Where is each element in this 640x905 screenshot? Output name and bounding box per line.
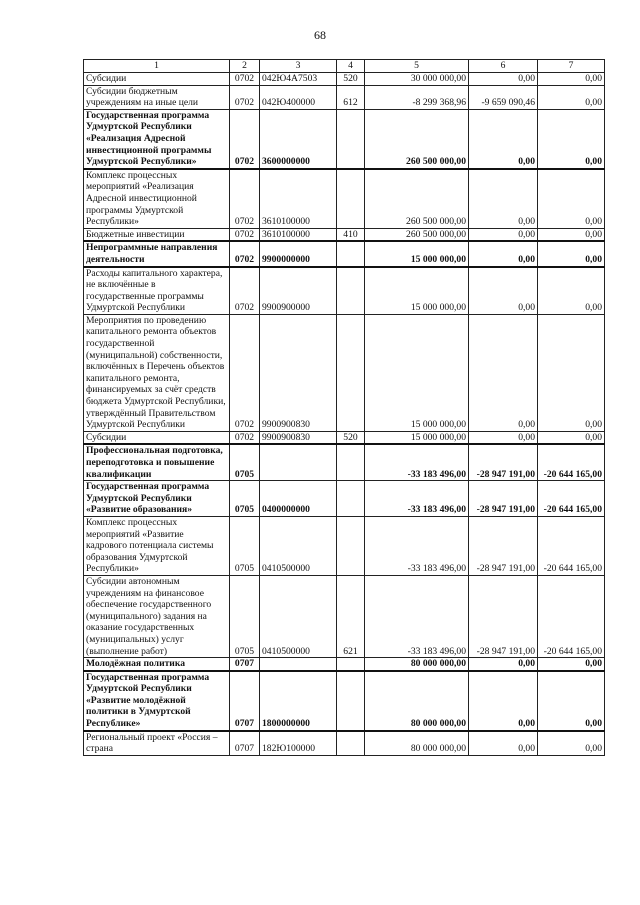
- budget-table: [83, 59, 605, 756]
- table-row: [84, 481, 605, 517]
- section-code-cell: 0702: [230, 109, 260, 168]
- expense-type-cell: 520: [337, 73, 365, 86]
- table-row: [84, 85, 605, 109]
- expense-type-cell: [337, 481, 365, 517]
- expense-type-cell: [337, 267, 365, 315]
- table-header-row: [84, 60, 605, 73]
- row-name-cell: Непрограммные направления деятельности: [84, 241, 230, 266]
- amount-cell: 0,00: [469, 431, 538, 444]
- section-code-cell: 0705: [230, 481, 260, 517]
- row-name-cell: Профессиональная подготовка, переподготовка и повышение квалификации: [84, 444, 230, 480]
- amount-cell: 0,00: [538, 431, 605, 444]
- target-article-cell: [260, 444, 337, 480]
- amount-cell: 0,00: [469, 109, 538, 168]
- amount-cell: -33 183 496,00: [365, 516, 469, 575]
- table-row: [84, 109, 605, 168]
- target-article-cell: 3610100000: [260, 228, 337, 241]
- amount-cell: 0,00: [469, 658, 538, 671]
- table-row: [84, 228, 605, 241]
- table-row: [84, 314, 605, 431]
- section-code-cell: 0702: [230, 241, 260, 266]
- target-article-cell: 1800000000: [260, 671, 337, 731]
- column-header: 3: [260, 60, 337, 73]
- table-row: [84, 431, 605, 444]
- section-code-cell: 0707: [230, 671, 260, 731]
- table-row: [84, 169, 605, 228]
- expense-type-cell: [337, 671, 365, 731]
- amount-cell: 0,00: [538, 671, 605, 731]
- table-row: [84, 241, 605, 266]
- column-header: 6: [469, 60, 538, 73]
- table-row: [84, 73, 605, 86]
- amount-cell: 15 000 000,00: [365, 314, 469, 431]
- amount-cell: -9 659 090,46: [469, 85, 538, 109]
- target-article-cell: 182Ю100000: [260, 731, 337, 756]
- amount-cell: 30 000 000,00: [365, 73, 469, 86]
- amount-cell: 80 000 000,00: [365, 658, 469, 671]
- table-row: [84, 575, 605, 657]
- row-name-cell: Субсидии: [84, 431, 230, 444]
- section-code-cell: 0705: [230, 516, 260, 575]
- amount-cell: 0,00: [538, 169, 605, 228]
- amount-cell: 0,00: [469, 169, 538, 228]
- section-code-cell: 0702: [230, 314, 260, 431]
- expense-type-cell: 621: [337, 575, 365, 657]
- amount-cell: 80 000 000,00: [365, 731, 469, 756]
- table-row: [84, 516, 605, 575]
- amount-cell: -20 644 165,00: [538, 481, 605, 517]
- amount-cell: -28 947 191,00: [469, 481, 538, 517]
- table-row: [84, 444, 605, 480]
- amount-cell: 0,00: [469, 731, 538, 756]
- target-article-cell: 9900900830: [260, 314, 337, 431]
- page-number: 68: [314, 28, 326, 42]
- amount-cell: 0,00: [538, 85, 605, 109]
- amount-cell: 260 500 000,00: [365, 109, 469, 168]
- table-row: [84, 267, 605, 315]
- amount-cell: 0,00: [538, 109, 605, 168]
- row-name-cell: Государственная программа Удмуртской Республики «Развитие образования»: [84, 481, 230, 517]
- column-header: 2: [230, 60, 260, 73]
- target-article-cell: 0400000000: [260, 481, 337, 517]
- row-name-cell: Комплекс процессных мероприятий «Реализация Адресной инвестиционной программы Удмуртской Республики»: [84, 169, 230, 228]
- column-header: 5: [365, 60, 469, 73]
- amount-cell: 260 500 000,00: [365, 228, 469, 241]
- amount-cell: 0,00: [538, 731, 605, 756]
- target-article-cell: 9900000000: [260, 241, 337, 266]
- section-code-cell: 0702: [230, 73, 260, 86]
- section-code-cell: 0702: [230, 169, 260, 228]
- target-article-cell: 3600000000: [260, 109, 337, 168]
- target-article-cell: 0410500000: [260, 575, 337, 657]
- expense-type-cell: 410: [337, 228, 365, 241]
- expense-type-cell: [337, 731, 365, 756]
- section-code-cell: 0702: [230, 85, 260, 109]
- amount-cell: 0,00: [538, 314, 605, 431]
- row-name-cell: Расходы капитального характера, не включённые в государственные программы Удмуртской Республики: [84, 267, 230, 315]
- amount-cell: -33 183 496,00: [365, 444, 469, 480]
- section-code-cell: 0705: [230, 444, 260, 480]
- amount-cell: 0,00: [538, 658, 605, 671]
- column-header: 1: [84, 60, 230, 73]
- column-header: 7: [538, 60, 605, 73]
- row-name-cell: Субсидии: [84, 73, 230, 86]
- table-row: [84, 731, 605, 756]
- amount-cell: 0,00: [538, 267, 605, 315]
- section-code-cell: 0702: [230, 228, 260, 241]
- row-name-cell: Субсидии бюджетным учреждениям на иные цели: [84, 85, 230, 109]
- expense-type-cell: 520: [337, 431, 365, 444]
- target-article-cell: 9900900830: [260, 431, 337, 444]
- target-article-cell: 9900900000: [260, 267, 337, 315]
- expense-type-cell: [337, 241, 365, 266]
- row-name-cell: Субсидии автономным учреждениям на финансовое обеспечение государственного (муниципального) задания на оказание государственных (муниципальных) услуг (выполнение работ): [84, 575, 230, 657]
- section-code-cell: 0705: [230, 575, 260, 657]
- amount-cell: -33 183 496,00: [365, 575, 469, 657]
- target-article-cell: 042Ю4А7503: [260, 73, 337, 86]
- amount-cell: -20 644 165,00: [538, 575, 605, 657]
- section-code-cell: 0707: [230, 658, 260, 671]
- amount-cell: 0,00: [538, 241, 605, 266]
- amount-cell: 260 500 000,00: [365, 169, 469, 228]
- expense-type-cell: [337, 658, 365, 671]
- amount-cell: -28 947 191,00: [469, 575, 538, 657]
- amount-cell: -20 644 165,00: [538, 516, 605, 575]
- amount-cell: -33 183 496,00: [365, 481, 469, 517]
- target-article-cell: 3610100000: [260, 169, 337, 228]
- amount-cell: 15 000 000,00: [365, 241, 469, 266]
- amount-cell: -28 947 191,00: [469, 516, 538, 575]
- row-name-cell: Государственная программа Удмуртской Республики «Развитие молодёжной политики в Удмуртской Республике»: [84, 671, 230, 731]
- column-header: 4: [337, 60, 365, 73]
- amount-cell: 0,00: [538, 228, 605, 241]
- target-article-cell: 0410500000: [260, 516, 337, 575]
- amount-cell: 80 000 000,00: [365, 671, 469, 731]
- target-article-cell: 042Ю400000: [260, 85, 337, 109]
- amount-cell: 0,00: [469, 314, 538, 431]
- amount-cell: 0,00: [469, 241, 538, 266]
- amount-cell: 0,00: [469, 228, 538, 241]
- expense-type-cell: [337, 516, 365, 575]
- row-name-cell: Региональный проект «Россия – страна: [84, 731, 230, 756]
- expense-type-cell: [337, 314, 365, 431]
- section-code-cell: 0702: [230, 267, 260, 315]
- amount-cell: 0,00: [469, 73, 538, 86]
- expense-type-cell: 612: [337, 85, 365, 109]
- expense-type-cell: [337, 109, 365, 168]
- amount-cell: 0,00: [469, 267, 538, 315]
- section-code-cell: 0702: [230, 431, 260, 444]
- amount-cell: -28 947 191,00: [469, 444, 538, 480]
- row-name-cell: Молодёжная политика: [84, 658, 230, 671]
- amount-cell: 15 000 000,00: [365, 267, 469, 315]
- table-row: [84, 658, 605, 671]
- row-name-cell: Комплекс процессных мероприятий «Развитие кадрового потенциала системы образования Удмуртской Республики»: [84, 516, 230, 575]
- table-body: [84, 73, 605, 756]
- row-name-cell: Государственная программа Удмуртской Республики «Реализация Адресной инвестиционной программы Удмуртской Республики»: [84, 109, 230, 168]
- table-row: [84, 671, 605, 731]
- amount-cell: 15 000 000,00: [365, 431, 469, 444]
- row-name-cell: Бюджетные инвестиции: [84, 228, 230, 241]
- amount-cell: -20 644 165,00: [538, 444, 605, 480]
- expense-type-cell: [337, 169, 365, 228]
- row-name-cell: Мероприятия по проведению капитального ремонта объектов государственной (муниципальной) собственности, включённых в Перечень объектов капитального ремонта, финансируемых за счёт средств бюджета Удмуртской Республики, утверждённый Правительством Удмуртской Республики: [84, 314, 230, 431]
- amount-cell: 0,00: [538, 73, 605, 86]
- amount-cell: -8 299 368,96: [365, 85, 469, 109]
- section-code-cell: 0707: [230, 731, 260, 756]
- amount-cell: 0,00: [469, 671, 538, 731]
- target-article-cell: [260, 658, 337, 671]
- expense-type-cell: [337, 444, 365, 480]
